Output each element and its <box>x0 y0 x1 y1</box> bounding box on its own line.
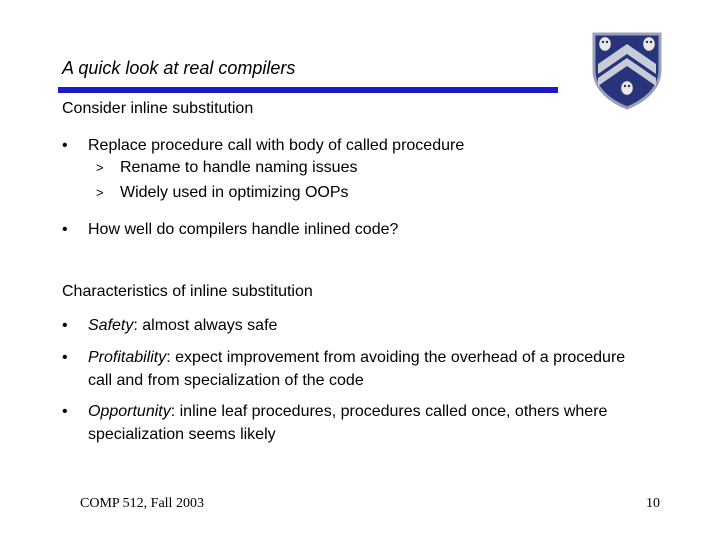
slide-title: A quick look at real compilers <box>62 58 296 78</box>
sub-bullet-text: Rename to handle naming issues <box>120 159 358 176</box>
sub-list-item <box>96 184 349 202</box>
bullet-description: : expect improvement from avoiding the overhead of a procedure call and from specialization of the code <box>88 349 626 389</box>
bullet-description: : almost always safe <box>133 317 278 334</box>
bullet-icon: • <box>62 403 68 420</box>
bullet-text: Replace procedure call with body of called procedure <box>88 137 465 154</box>
bullet-term: Safety <box>88 317 134 334</box>
bullet-term: Profitability <box>88 349 167 366</box>
bullet-icon: • <box>62 221 68 238</box>
bullet-icon: • <box>62 349 68 366</box>
bullet-icon: • <box>62 317 68 334</box>
bullet-text <box>88 346 628 392</box>
university-crest-icon <box>590 30 664 110</box>
page-number: 10 <box>646 496 660 511</box>
sub-bullet-icon: > <box>96 160 104 175</box>
sub-bullet-icon: > <box>96 185 104 200</box>
sub-bullet-text: Widely used in optimizing OOPs <box>120 184 349 201</box>
sub-list-item <box>96 159 357 177</box>
bullet-text <box>88 400 628 446</box>
bullet-text: How well do compilers handle inlined code? <box>88 221 399 238</box>
title-underline <box>58 87 558 93</box>
section-heading-characteristics: Characteristics of inline substitution <box>62 283 313 300</box>
footer-course: COMP 512, Fall 2003 <box>80 496 204 511</box>
bullet-icon: • <box>62 137 68 154</box>
bullet-description: : inline leaf procedures, procedures called once, others where specialization seems likely <box>88 403 608 443</box>
bullet-text <box>88 314 628 337</box>
bullet-term: Opportunity <box>88 403 171 420</box>
section-heading-inline-substitution: Consider inline substitution <box>62 100 254 117</box>
